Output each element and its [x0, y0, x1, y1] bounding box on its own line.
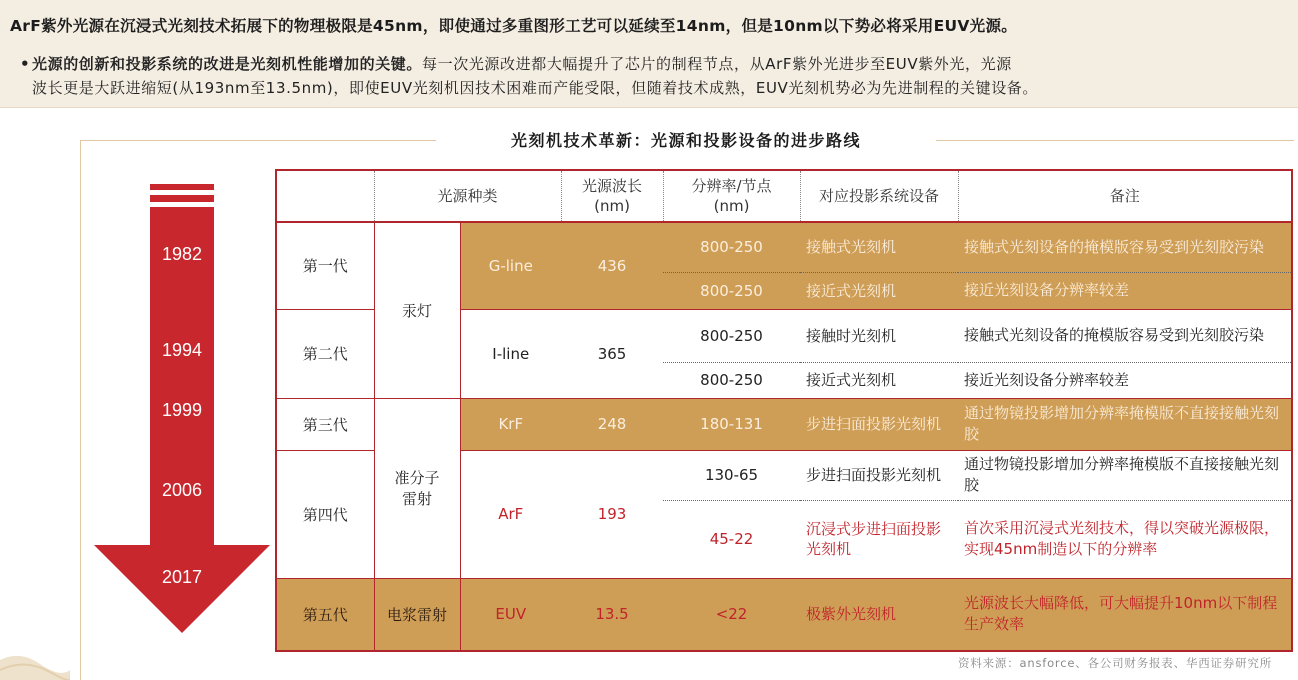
note-cell: 通过物镜投影增加分辨率掩模版不直接接触光刻胶	[958, 450, 1292, 500]
bullet-paragraph	[20, 52, 1294, 100]
year-1982: 1982	[161, 244, 203, 264]
header-wavelength: 光源波长 (nm)	[561, 170, 663, 222]
source-excimer: 准分子 雷射	[374, 398, 460, 578]
gen-4: 第四代	[276, 450, 374, 578]
note-cell: 接触式光刻设备的掩模版容易受到光刻胶污染	[958, 309, 1292, 362]
figure-title: 光刻机技术革新：光源和投影设备的进步路线	[436, 128, 936, 154]
gen-3: 第三代	[276, 398, 374, 450]
source-plasma: 电浆雷射	[374, 578, 460, 651]
bullet-bold-text: 光源的创新和投影系统的改进是光刻机性能增加的关键。	[32, 55, 423, 73]
device-cell: 步进扫面投影光刻机	[800, 398, 958, 450]
table-header-row	[276, 170, 1292, 222]
table-row	[276, 578, 1292, 651]
table-row	[276, 398, 1292, 450]
resolution-cell: 130-65	[663, 450, 800, 500]
note-cell: 光源波长大幅降低，可大幅提升10nm以下制程生产效率	[958, 578, 1292, 651]
year-2006: 2006	[161, 480, 203, 500]
line-g: G-line	[460, 222, 561, 309]
wavelength-365: 365	[561, 309, 663, 398]
lithography-table	[275, 169, 1293, 652]
device-cell: 步进扫面投影光刻机	[800, 450, 958, 500]
source-mercury: 汞灯	[374, 222, 460, 398]
header-gen	[276, 170, 374, 222]
gen-2: 第二代	[276, 309, 374, 398]
bullet-text-2: 波长更是大跃进缩短(从193nm至13.5nm)，即使EUV光刻机因技术困难而产能受限，但随着技术成熟，EUV光刻机势必为先进制程的关键设备。	[32, 79, 1039, 97]
resolution-cell: 800-250	[663, 362, 800, 398]
device-cell: 接近式光刻机	[800, 272, 958, 309]
line-arf: ArF	[460, 450, 561, 578]
header-headline: ArF紫外光源在沉浸式光刻技术拓展下的物理极限是45nm，即使通过多重图形工艺可以延续至14nm，但是10nm以下势必将采用EUV光源。	[10, 17, 1018, 35]
resolution-cell: 800-250	[663, 309, 800, 362]
bullet-line-1	[32, 52, 1294, 76]
resolution-cell: 45-22	[663, 500, 800, 578]
line-i: I-line	[460, 309, 561, 398]
resolution-cell: 180-131	[663, 398, 800, 450]
year-2017: 2017	[161, 567, 203, 587]
device-cell: 接触式光刻机	[800, 222, 958, 272]
line-krf: KrF	[460, 398, 561, 450]
note-cell: 首次采用沉浸式光刻技术，得以突破光源极限，实现45nm制造以下的分辨率	[958, 500, 1292, 578]
figure-source: 资料来源：ansforce、各公司财务报表、华西证券研究所	[958, 656, 1272, 670]
header-notes: 备注	[958, 170, 1292, 222]
bullet-text-1: 每一次光源改进都大幅提升了芯片的制程节点，从ArF紫外光进步至EUV紫外光，光源	[422, 55, 1012, 73]
header-source-type: 光源种类	[374, 170, 561, 222]
resolution-cell: 800-250	[663, 272, 800, 309]
wavelength-13-5: 13.5	[561, 578, 663, 651]
year-1994: 1994	[161, 340, 203, 360]
note-cell: 通过物镜投影增加分辨率掩模版不直接接触光刻胶	[958, 398, 1292, 450]
wavelength-436: 436	[561, 222, 663, 309]
device-cell: 极紫外光刻机	[800, 578, 958, 651]
wavelength-193: 193	[561, 450, 663, 578]
gen-1: 第一代	[276, 222, 374, 309]
device-cell: 接近式光刻机	[800, 362, 958, 398]
wavelength-248: 248	[561, 398, 663, 450]
decorative-pattern	[0, 630, 70, 680]
resolution-cell: 800-250	[663, 222, 800, 272]
bullet-dot: •	[20, 55, 31, 73]
device-cell: 接触时光刻机	[800, 309, 958, 362]
gen-5: 第五代	[276, 578, 374, 651]
device-cell: 沉浸式步进扫面投影光刻机	[800, 500, 958, 578]
header-band	[0, 0, 1298, 108]
year-1999: 1999	[161, 400, 203, 420]
table-row	[276, 222, 1292, 272]
header-device: 对应投影系统设备	[800, 170, 958, 222]
header-resolution: 分辨率/节点 (nm)	[663, 170, 800, 222]
note-cell: 接近光刻设备分辨率较差	[958, 362, 1292, 398]
note-cell: 接触式光刻设备的掩模版容易受到光刻胶污染	[958, 222, 1292, 272]
line-euv: EUV	[460, 578, 561, 651]
note-cell: 接近光刻设备分辨率较差	[958, 272, 1292, 309]
resolution-cell: <22	[663, 578, 800, 651]
timeline-arrow	[94, 178, 270, 638]
